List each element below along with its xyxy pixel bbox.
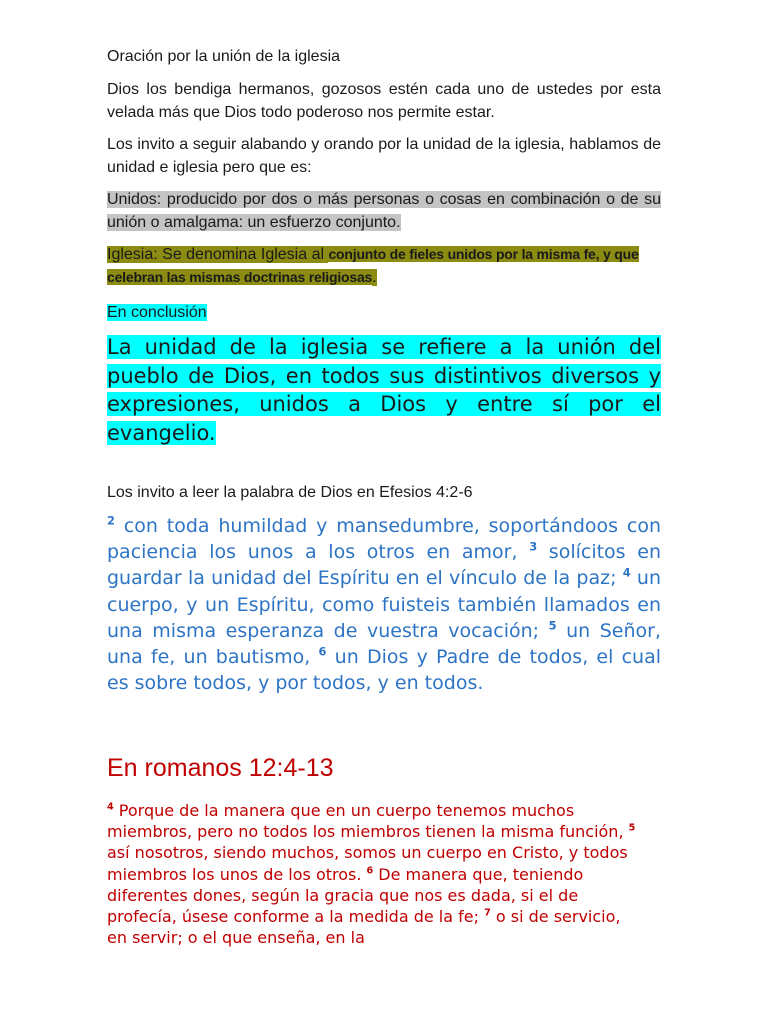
document-title: Oración por la unión de la iglesia [107, 48, 341, 65]
verse-text: un cuerpo, y un Espíritu, como fuisteis también llamados en una misma esperanza de vuestra vocación; [107, 567, 661, 642]
verse-text: solícitos en guardar la unidad del Espíritu en el vínculo de la paz; [107, 541, 661, 590]
verse-number: 5 [548, 618, 557, 633]
verse-number: 6 [318, 644, 327, 659]
efesios-verses [107, 513, 661, 696]
verse-number: 6 [366, 865, 374, 877]
conclusion-paragraph-text: La unidad de la iglesia se refiere a la unión del pueblo de Dios, en todos sus distintivos diversos y expresiones, unidos a Dios y entre sí por el evangelio. [107, 335, 661, 445]
romanos-heading: En romanos 12:4-13 [107, 754, 334, 782]
verse-text: un Dios y Padre de todos, el cual es sobre todos, y por todos, y en todos. [107, 646, 661, 695]
verse-text: o si de servicio, en servir; o el que enseña, en la [107, 907, 621, 948]
invitation-paragraph: Los invito a seguir alabando y orando por la unidad de la iglesia, hablamos de unidad e iglesia pero que es: [107, 136, 661, 176]
definition-iglesia-bold: conjunto de fieles unidos por la misma fe, y que celebran las mismas doctrinas religiosas [107, 246, 639, 285]
verse-text: Porque de la manera que en un cuerpo tenemos muchos miembros, pero no todos los miembros tienen la misma función, [107, 801, 629, 842]
definition-iglesia [107, 243, 661, 289]
verse-text: así nosotros, siendo muchos, somos un cuerpo en Cristo, y todos miembros los unos de los otros. [107, 843, 628, 884]
definition-iglesia-lead: Iglesia: Se denomina Iglesia al [107, 246, 329, 263]
verse-number: 5 [628, 822, 636, 834]
conclusion-heading-text: En conclusión [107, 304, 207, 321]
definition-unidos [107, 188, 661, 234]
verse-number: 7 [484, 907, 491, 919]
romanos-verses [107, 800, 639, 948]
verse-text: con toda humildad y mansedumbre, soportándoos con paciencia los unos a los otros en amor, [107, 515, 661, 564]
conclusion-paragraph [107, 333, 661, 447]
verse-number: 4 [107, 801, 114, 813]
verse-text: un Señor, una fe, un bautismo, [107, 619, 661, 669]
conclusion-heading [107, 301, 661, 324]
verse-text: De manera que, teniendo diferentes dones, según la gracia que nos es dada, si el de profecía, úsese conforme a la medida de la fe; [107, 864, 584, 927]
definition-iglesia-tail: . [372, 269, 377, 286]
greeting-paragraph: Dios los bendiga hermanos, gozosos estén cada uno de ustedes por esta velada más que Dios todo poderoso nos permite estar. [107, 81, 661, 121]
verse-number: 2 [107, 513, 115, 528]
efesios-intro: Los invito a leer la palabra de Dios en Efesios 4:2-6 [107, 484, 473, 501]
definition-unidos-text: Unidos: producido por dos o más personas o cosas en combinación o de su unión o amalgama: un esfuerzo conjunto. [107, 191, 661, 231]
verse-number: 3 [529, 539, 538, 554]
verse-number: 4 [622, 566, 631, 581]
